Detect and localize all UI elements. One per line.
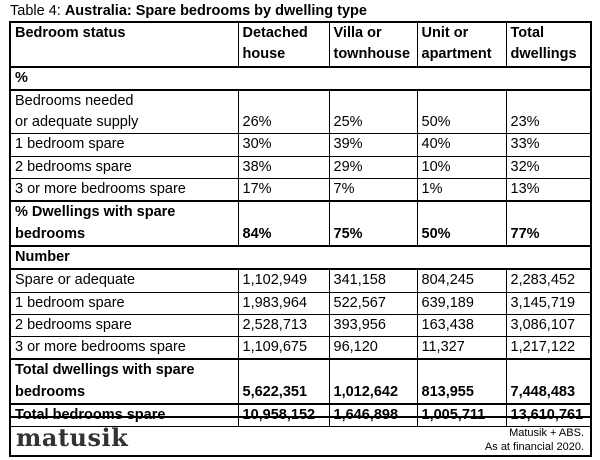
cell-value: 3,145,719 [506, 292, 590, 314]
row-label: 2 bedrooms spare [11, 314, 238, 336]
cell-value: 13% [506, 179, 590, 202]
header-bedroom-status: Bedroom status [11, 23, 238, 67]
row-label: 3 or more bedrooms spare [11, 337, 238, 360]
section-row-percent [11, 67, 590, 90]
cell-value: 639,189 [417, 292, 506, 314]
cell-value: 813,955 [417, 359, 506, 404]
cell-value: 7,448,483 [506, 359, 590, 404]
row-label: 3 or more bedrooms spare [11, 179, 238, 202]
table-row-total-percent [11, 201, 590, 246]
table-row [11, 179, 590, 202]
table-row [11, 292, 590, 314]
cell-value: 10% [417, 156, 506, 178]
cell-value: 75% [329, 201, 417, 246]
cell-value: 23% [506, 90, 590, 134]
cell-value: 1,646,898 [329, 404, 417, 427]
caption-prefix: Table 4: [10, 3, 65, 19]
cell-value: 33% [506, 134, 590, 156]
row-label: Spare or adequate [11, 269, 238, 292]
table-frame [9, 21, 592, 457]
table-row [11, 156, 590, 178]
caption-title: Australia: Spare bedrooms by dwelling type [64, 3, 367, 19]
table-row [11, 90, 590, 134]
row-label: Total bedrooms spare [11, 404, 238, 427]
section-label-number: Number [11, 246, 590, 269]
row-label: 2 bedrooms spare [11, 156, 238, 178]
cell-value: 29% [329, 156, 417, 178]
table-footer [11, 416, 590, 459]
cell-value: 77% [506, 201, 590, 246]
cell-value: 163,438 [417, 314, 506, 336]
cell-value: 38% [238, 156, 329, 178]
cell-value: 13,610,761 [506, 404, 590, 427]
cell-value: 3,086,107 [506, 314, 590, 336]
cell-value: 804,245 [417, 269, 506, 292]
row-label: 1 bedroom spare [11, 134, 238, 156]
cell-value: 17% [238, 179, 329, 202]
cell-value: 1,102,949 [238, 269, 329, 292]
source-line-2: As at financial 2020. [484, 441, 584, 453]
table-row [11, 269, 590, 292]
header-unit-apartment: Unit or apartment [417, 23, 506, 67]
table-row [11, 314, 590, 336]
cell-value: 1% [417, 179, 506, 202]
table-row-total-number [11, 359, 590, 404]
cell-value: 96,120 [329, 337, 417, 360]
cell-value: 522,567 [329, 292, 417, 314]
cell-value: 32% [506, 156, 590, 178]
table-row [11, 134, 590, 156]
header-villa-townhouse: Villa or townhouse [329, 23, 417, 67]
table-caption [10, 1, 367, 21]
cell-value: 2,283,452 [506, 269, 590, 292]
header-total-dwellings: Total dwellings [506, 23, 590, 67]
cell-value: 10,958,152 [238, 404, 329, 427]
cell-value: 1,109,675 [238, 337, 329, 360]
cell-value: 1,217,122 [506, 337, 590, 360]
cell-value: 40% [417, 134, 506, 156]
row-label: Total dwellings with spare bedrooms [11, 359, 238, 404]
spare-bedrooms-table [11, 23, 590, 427]
row-label: Bedrooms needed or adequate supply [11, 90, 238, 134]
header-row [11, 23, 590, 67]
cell-value: 341,158 [329, 269, 417, 292]
cell-value: 7% [329, 179, 417, 202]
row-label: 1 bedroom spare [11, 292, 238, 314]
cell-value: 1,012,642 [329, 359, 417, 404]
cell-value: 30% [238, 134, 329, 156]
header-detached-house: Detached house [238, 23, 329, 67]
cell-value: 50% [417, 90, 506, 134]
matusik-logo: matusik [16, 423, 129, 452]
section-label-percent: % [11, 67, 590, 90]
cell-value: 84% [238, 201, 329, 246]
cell-value: 26% [238, 90, 329, 134]
cell-value: 25% [329, 90, 417, 134]
row-label: % Dwellings with spare bedrooms [11, 201, 238, 246]
source-line-1: Matusik + ABS. [509, 427, 584, 439]
table-row [11, 337, 590, 360]
cell-value: 393,956 [329, 314, 417, 336]
cell-value: 50% [417, 201, 506, 246]
source-note [485, 426, 584, 454]
cell-value: 39% [329, 134, 417, 156]
section-row-number [11, 246, 590, 269]
cell-value: 2,528,713 [238, 314, 329, 336]
cell-value: 1,005,711 [417, 404, 506, 427]
cell-value: 11,327 [417, 337, 506, 360]
cell-value: 5,622,351 [238, 359, 329, 404]
cell-value: 1,983,964 [238, 292, 329, 314]
